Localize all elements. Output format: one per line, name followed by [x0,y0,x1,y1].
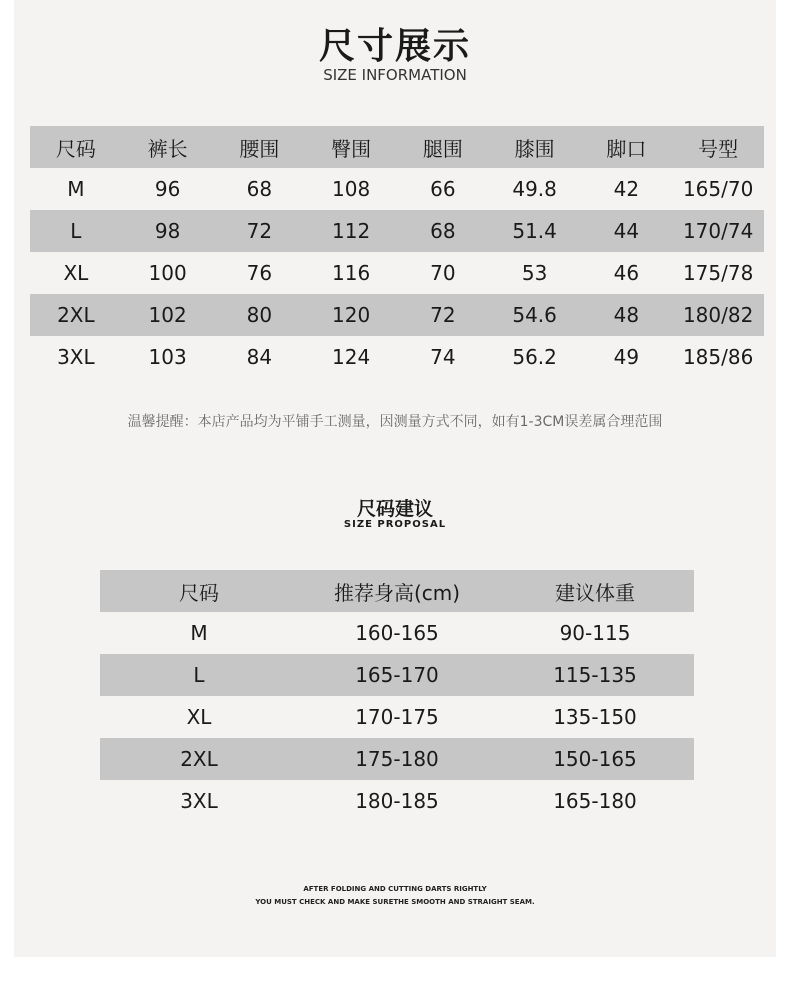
table-cell: 72 [214,210,306,252]
table-cell: L [30,210,122,252]
table-cell: 2XL [30,294,122,336]
table-cell: 80 [214,294,306,336]
table-row [30,336,764,378]
col-header: 膝围 [489,126,581,168]
table-cell: 102 [122,294,214,336]
size-table [30,126,764,378]
table-cell: 120 [305,294,397,336]
table-cell: 124 [332,345,371,369]
col-header: 裤长 [122,126,214,168]
measurement-note: 温馨提醒：本店产品均为平铺手工测量，因测量方式不同，如有1-3CM误差属合理范围 [127,414,663,430]
table-row [30,210,764,252]
table-cell: 170-175 [355,705,439,729]
table-cell: 2XL [100,738,298,780]
table-cell: 3XL [180,789,218,813]
table-cell: 185/86 [682,345,754,369]
table-cell: 53 [521,261,548,285]
page-subtitle: SIZE INFORMATION [323,66,467,84]
table-cell: 49 [613,345,640,369]
col-header: 尺码 [30,126,122,168]
table-cell: 84 [246,345,273,369]
col-header: 建议体重 [496,570,694,612]
page-title: 尺寸展示 [318,26,471,67]
table-row [100,780,694,822]
table-cell: 90-115 [559,621,631,645]
table-cell: 66 [430,177,456,201]
table-cell: 72 [397,294,489,336]
table-cell: 98 [122,210,214,252]
col-header: 腿围 [397,126,489,168]
table-cell: 175-180 [298,738,496,780]
footer-line-2: YOU MUST CHECK AND MAKE SURETHE SMOOTH AND STRAIGHT SEAM. [255,898,535,906]
table-cell: 108 [332,177,371,201]
table-row [30,168,764,210]
table-cell: 54.6 [489,294,581,336]
proposal-table [100,570,694,822]
table-cell: 51.4 [489,210,581,252]
table-cell: 165-170 [298,654,496,696]
table-cell: XL [186,705,212,729]
col-header: 腰围 [214,126,306,168]
table-cell: 56.2 [512,345,557,369]
table-cell: 115-135 [496,654,694,696]
table-cell: 150-165 [496,738,694,780]
table-cell: 70 [430,261,456,285]
table-cell: 160-165 [355,621,439,645]
table-cell: 170/74 [672,210,764,252]
table-cell: 68 [397,210,489,252]
table-cell: 49.8 [512,177,557,201]
table-row [100,696,694,738]
proposal-table-header [100,570,694,612]
table-cell: 96 [154,177,181,201]
table-cell: 42 [613,177,640,201]
table-cell: 46 [613,261,640,285]
footer-line-1: AFTER FOLDING AND CUTTING DARTS RIGHTLY [303,885,487,893]
table-cell: 180/82 [672,294,764,336]
table-cell: 165/70 [682,177,754,201]
table-cell: M [67,177,85,201]
table-cell: 48 [581,294,673,336]
col-header: 尺码 [100,570,298,612]
table-cell: M [190,621,208,645]
table-cell: 112 [305,210,397,252]
table-row [30,252,764,294]
col-header: 号型 [672,126,764,168]
table-cell: 3XL [57,345,95,369]
proposal-title: 尺码建议 [356,498,433,520]
table-row [100,612,694,654]
col-header: 臀围 [305,126,397,168]
col-header: 推荐身高(cm) [298,570,496,612]
table-cell: 44 [581,210,673,252]
table-cell: 76 [246,261,273,285]
proposal-subtitle: SIZE PROPOSAL [343,519,447,530]
table-cell: 103 [148,345,187,369]
table-cell: L [100,654,298,696]
table-cell: 68 [246,177,273,201]
table-cell: 100 [148,261,187,285]
table-cell: 116 [332,261,371,285]
table-row [30,294,764,336]
col-header: 脚口 [581,126,673,168]
table-cell: XL [63,261,89,285]
table-cell: 165-180 [553,789,637,813]
table-cell: 74 [430,345,456,369]
size-table-header [30,126,764,168]
table-row [100,654,694,696]
table-cell: 135-150 [553,705,637,729]
table-cell: 180-185 [355,789,439,813]
table-row [100,738,694,780]
table-cell: 175/78 [682,261,754,285]
